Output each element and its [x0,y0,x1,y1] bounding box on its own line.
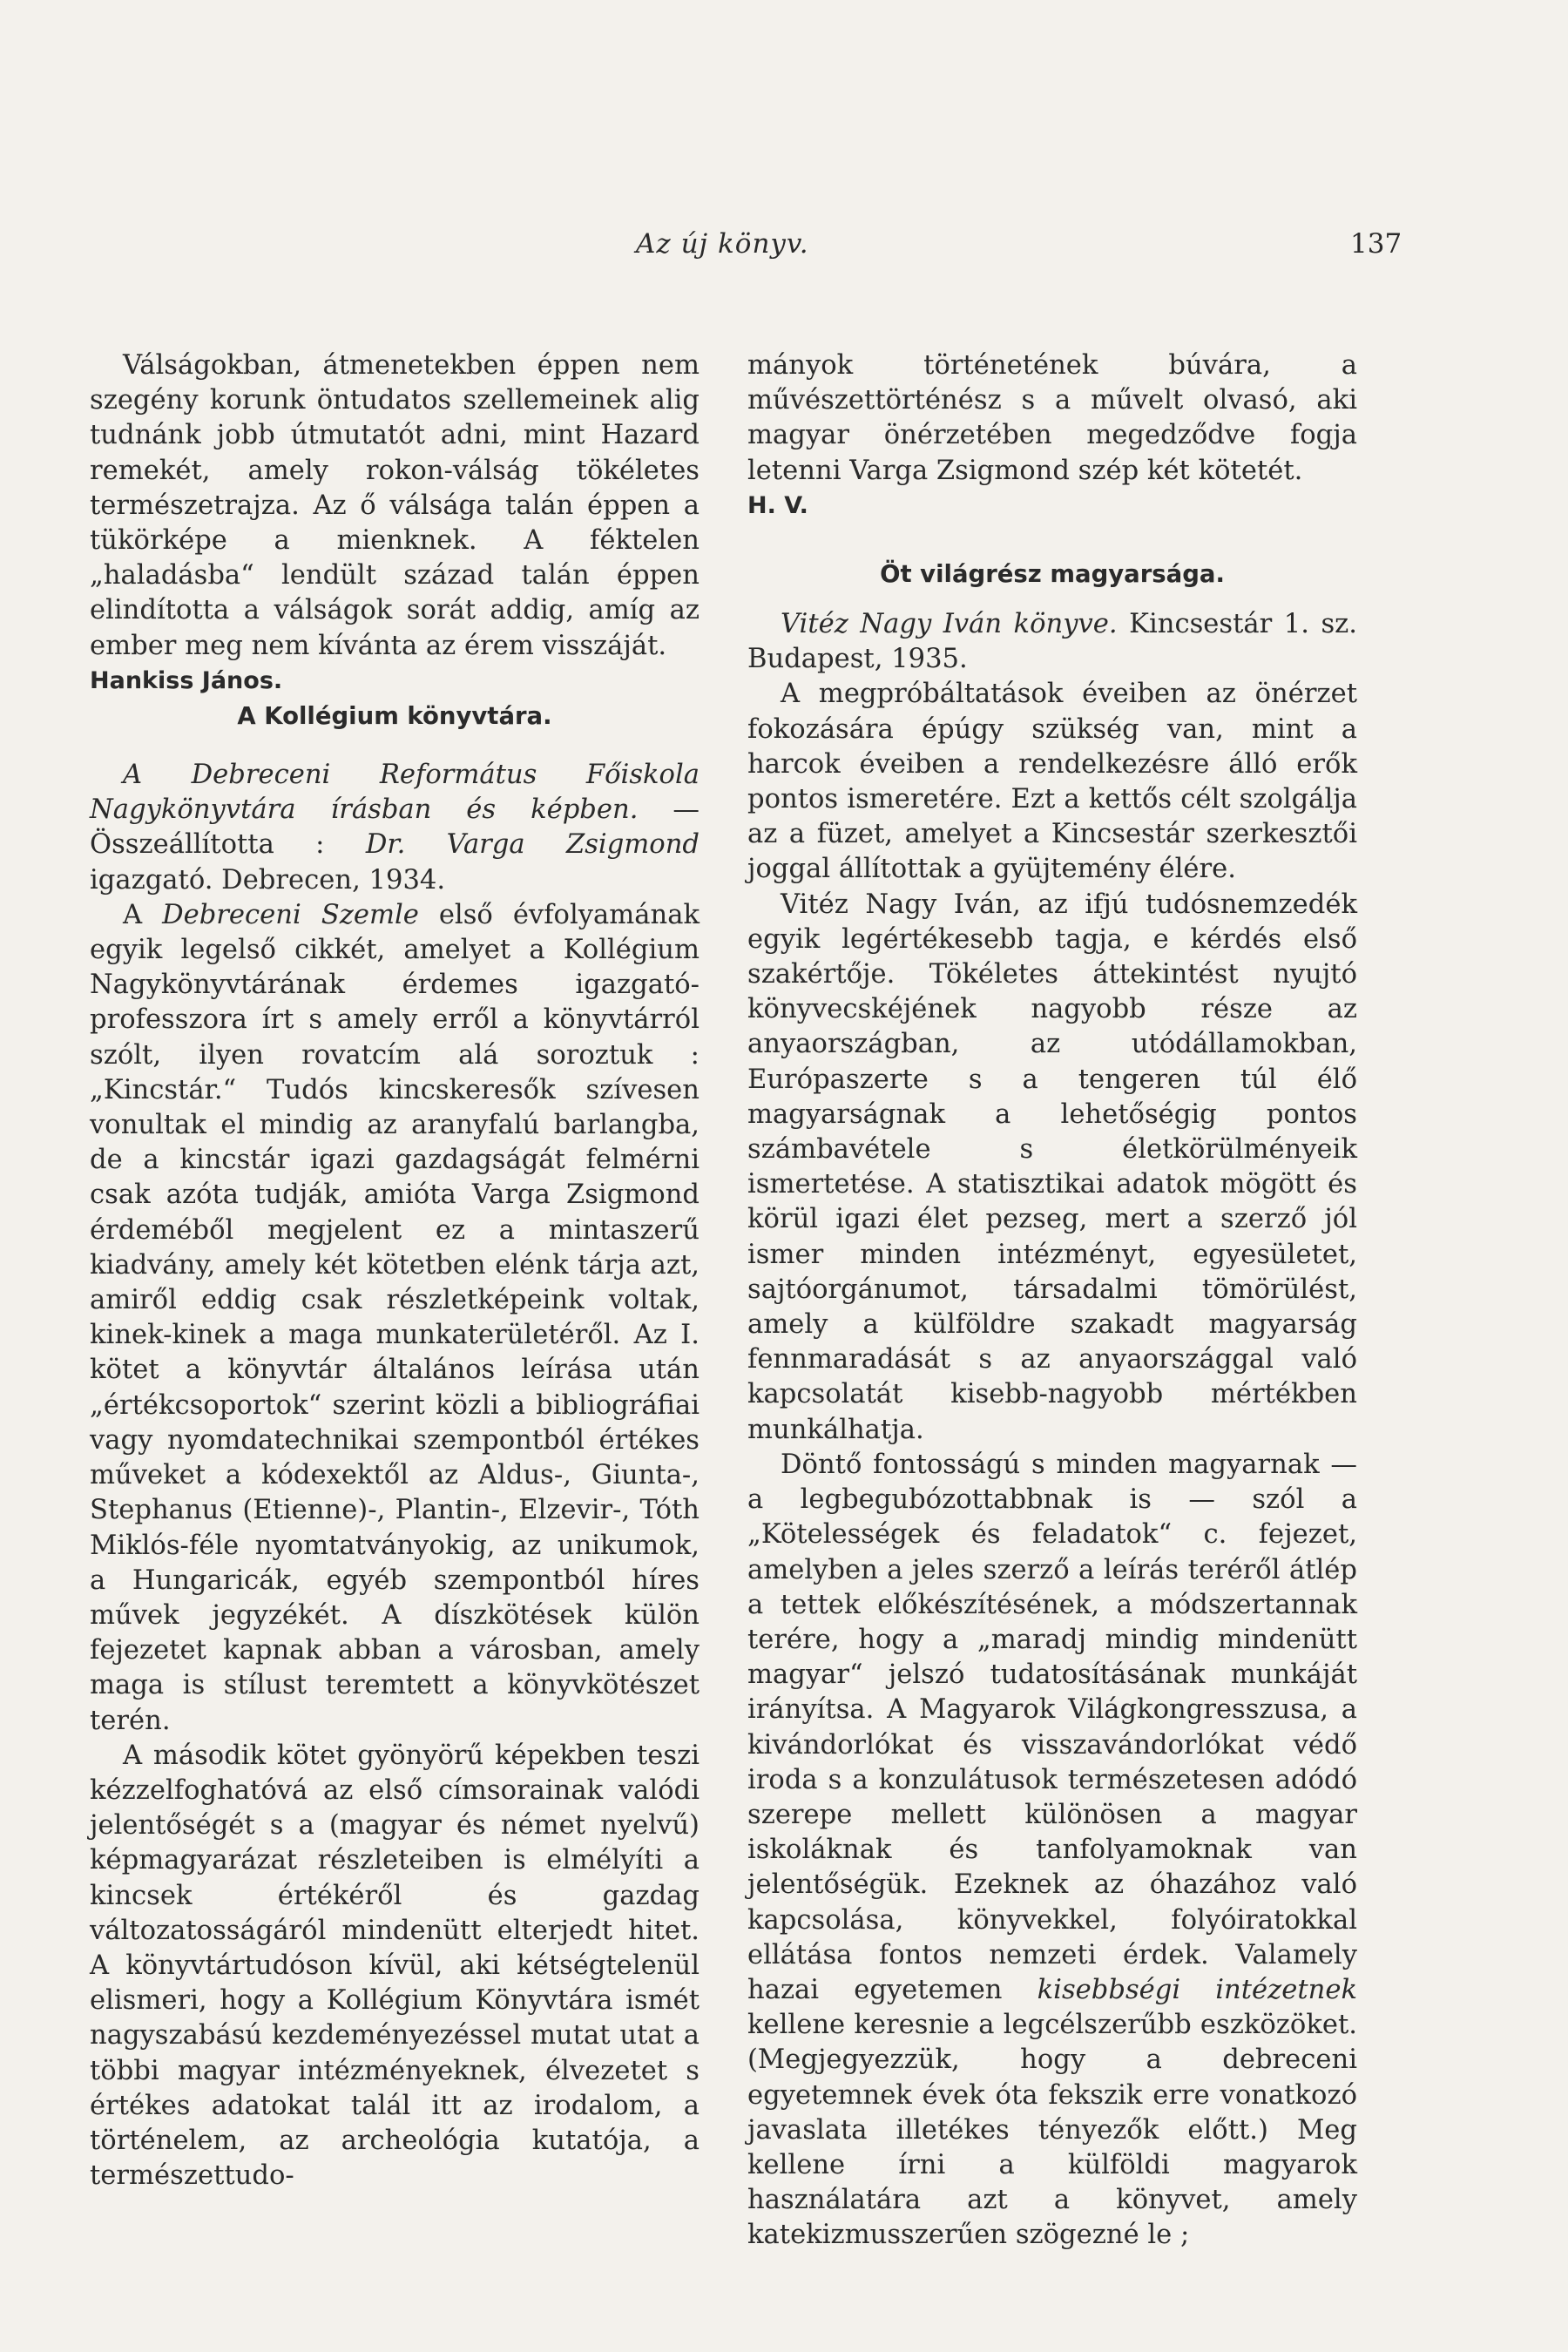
review-paragraph: A második kötet gyönyörű képekben teszi kézzelfoghatóvá az első címsorainak valódi jelentőségét s a (magyar és német nyelvű) képmagyarázat részleteiben is elmélyíti a kincsek értékéről és gazdag változatosságáról mindenütt elterjedt hitet. A könyvtártudóson kívül, aki kétségtelenül elismeri, hogy a Kollégium Könyvtára ismét nagyszabású kezdeményezéssel mutat utat a többi magyar intézményeknek, élvezetet s értékes adatokat talál itt az irodalom, a történelem, az archeológia kutatója, a természettudo- [90,1740,700,2192]
para-rest: első évfolyamának egyik legelső cikkét, amelyet a Kollégium Nagykönyvtárának érdemes igazgató-professzora írt s amely erről a könyvtárról szólt, ilyen rovatcím alá soroztuk : „Kincstár.“ Tudós kincskeresők szívesen vonultak el mindig az aranyfalú barlangba, de a kincstár igazi gazdagságát felmérni csak azóta tudják, amióta Varga Zsigmond érdeméből megjelent ez a mintaszerű kiadvány, amely két kötetben elénk tárja azt, amiről eddig csak részletképeink voltak, kinek-kinek a maga munkaterületéről. Az I. kötet a könyvtár általános leírása után „értékcsoportok“ szerint közli a bibliográfiai vagy nyomdatechnikai szempontból értékes műveket a kódexektől az Aldus-, Giunta-, Stephanus (Etienne)-, Plantin-, Elzevir-, Tóth Miklós-féle nyomtatványokig, az unikumok, a Hungaricák, egyéb szempontból híres művek jegyzékét. A díszkötések külön fejezetet kapnak abban a városban, amely maga is stílust teremtett a könyvkötészet terén. [90,899,700,1736]
review-paragraph [90,898,700,1739]
bib-editor: Dr. Varga Zsigmond [365,829,700,861]
running-title: Az új könyv. [636,228,809,260]
para-rest: kellene keresnie a legcélszerűbb eszközöket. (Megjegyezzük, hogy a debreceni egyetemnek évek óta fekszik erre vonatkozó javaslata illetékes tényezők előtt.) Meg kellene írni a külföldi magyarok használatára azt a könyvet, amely katekizmusszerűen szögezné le ; [747,2010,1357,2251]
bib-rest: igazgató. Debrecen, 1934. [90,864,446,896]
left-column [90,348,700,2193]
bib-title: A Debreceni Református Főiskola Nagykönyvtára írásban és képben. [90,760,700,826]
reviewer-signature: H. V. [747,491,808,519]
reviewer-signature: Hankiss János. [90,666,283,694]
page-header [0,228,1568,272]
para-start: Döntő fontosságú s minden magyarnak — a legbegubózottabbnak is — szól a „Kötelességek és feladatok“ c. fejezet, amelyben a jeles szerző a leírás teréről átlép a tettek előkészítésének, a módszertannak terére, hogy a „maradj mindig mindenütt magyar“ jelszó tudatosításának munkáját irányítsa. A Magyarok Világkongresszusa, a kivándorlókat és visszavándorlókat védő iroda s a konzulátusok természetesen adódó szerepe mellett különösen a magyar iskoláknak és tanfolyamoknak van jelentőségük. Ezeknek az óhazához való kapcsolása, könyvekkel, folyóiratokkal ellátása fontos nemzeti érdek. Valamely hazai egyetemen [747,1449,1357,2005]
hazard-review-ending: Válságokban, átmenetekben éppen nem szegény korunk öntudatos szellemeinek alig tudnánk jobb útmutatót adni, mint Hazard remekét, amely rokon-válság tökéletes természetrajza. Az ő válsága talán éppen a tükörképe a mienknek. A féktelen „haladásba“ lendült század talán éppen elindította a válságok sorát addig, amíg az ember meg nem kívánta az érem visszáját. [90,350,700,661]
emphasis-text: kisebbségi intézetnek [1037,1974,1357,2005]
bib-dash: — Összeállította : [90,794,700,861]
review-paragraph [747,1448,1357,2254]
bibliographic-entry [90,758,700,898]
review-paragraph: A megpróbáltatások éveiben az önérzet fokozására épúgy szükség van, mint a harcok éveiben a rendelkezésre álló erők pontos ismeretére. Ezt a kettős célt szolgálja az a füzet, amelyet a Kincsestár szerkesztői joggal állítottak a gyüjtemény élére. [747,679,1357,885]
page-number: 137 [1350,228,1402,260]
continued-paragraph: mányok történetének búvára, a művészettörténész s a művelt olvasó, aki magyar önérzetében megedződve fogja letenni Varga Zsigmond szép két kötetét. [747,350,1357,486]
bib-title: Vitéz Nagy Iván könyve. [781,609,1118,640]
bib-rest: Kincsestár 1. sz. Budapest, 1935. [747,609,1357,675]
right-column [747,348,1357,2254]
section-heading-kollegium: A Kollégium könyvtára. [237,702,552,731]
para-start: A [123,899,163,930]
journal-title: Debreceni Szemle [162,899,419,930]
section-heading-vilagresz: Öt világrész magyarsága. [880,560,1225,589]
bibliographic-entry [747,607,1357,677]
review-paragraph: Vitéz Nagy Iván, az ifjú tudósnemzedék egyik legértékesebb tagja, e kérdés első szakértője. Tökéletes áttekintést nyujtó könyvecskéjének nagyobb része az anyaországban, az utódállamokban, Európaszerte s a tengeren túl élő magyarságnak a lehetőségig pontos számbavétele s életkörülményeik ismertetése. A statisztikai adatok mögött és körül igazi élet pezseg, mert a szerző jól ismer minden intézményt, egyesületet, sajtóorgánumot, társadalmi tömörülést, amely a külföldre szakadt magyarság fennmaradását s az anyaországgal való kapcsolatát kisebb-nagyobb mértékben munkálhatja. [747,889,1357,1445]
